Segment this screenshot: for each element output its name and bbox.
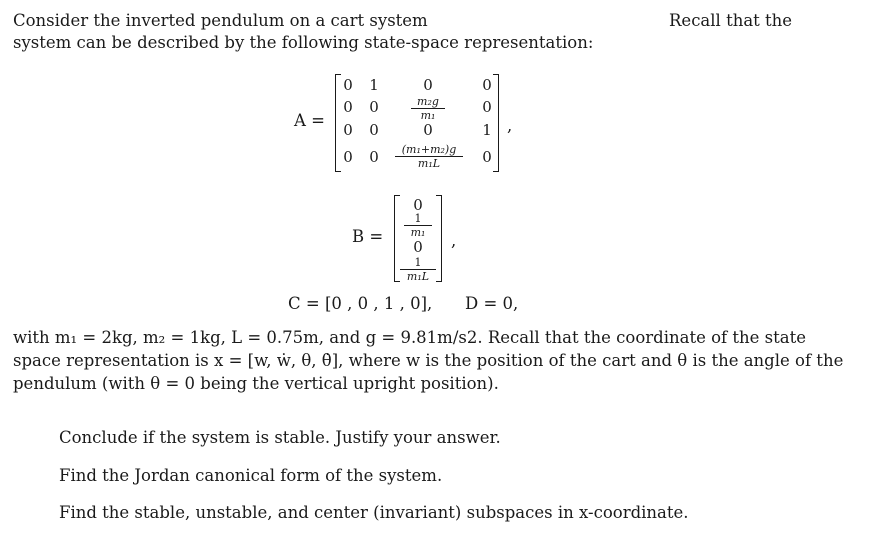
matrix-a-r1c2: 1 <box>369 76 379 94</box>
matrix-a-comma: , <box>507 116 513 135</box>
intro-line-2: system can be described by the following state-space representation: <box>13 33 594 52</box>
matrix-b-r2-denominator: m₁ <box>410 226 426 239</box>
matrix-a-r2c1: 0 <box>343 98 353 116</box>
matrix-b-comma: , <box>451 231 457 250</box>
matrix-a-r2c2: 0 <box>369 98 379 116</box>
matrix-a-r4c1: 0 <box>343 148 353 166</box>
matrix-a-r4c3-numerator: (m₁+m₂)g <box>395 144 463 157</box>
matrix-b-right-bracket <box>436 195 442 282</box>
matrix-b-r4-numerator: 1 <box>400 257 436 270</box>
matrix-a-r1c3: 0 <box>423 76 433 94</box>
matrix-a-r2c3-fraction <box>411 96 445 121</box>
paragraph-line-3: pendulum (with θ = 0 being the vertical upright position). <box>13 374 499 393</box>
matrix-a-r2c3-numerator: m₂g <box>411 96 445 109</box>
matrix-a-r4c4: 0 <box>482 148 492 166</box>
matrix-a-r4c3-denominator: m₁L <box>417 157 441 170</box>
matrix-b-r2-numerator: 1 <box>404 213 432 226</box>
intro-recall-right: Recall that the <box>669 11 793 30</box>
question-stability: Conclude if the system is stable. Justify your answer. <box>59 428 501 447</box>
matrix-a-label: A = <box>294 111 325 130</box>
matrix-a-r3c2: 0 <box>369 121 379 139</box>
matrix-b-r4-fraction <box>400 257 436 282</box>
matrix-a-r3c3: 0 <box>423 121 433 139</box>
matrix-a-r4c3-fraction <box>395 144 463 169</box>
matrix-a-r2c4: 0 <box>482 98 492 116</box>
question-subspaces: Find the stable, unstable, and center (invariant) subspaces in x-coordinate. <box>59 503 689 522</box>
matrix-b-r1: 0 <box>413 196 423 214</box>
matrix-b-r3: 0 <box>413 238 423 256</box>
question-jordan-form: Find the Jordan canonical form of the system. <box>59 466 443 485</box>
matrix-a-r2c3-denominator: m₁ <box>420 109 436 122</box>
matrix-d: D = 0, <box>465 294 519 313</box>
intro-line-1: Consider the inverted pendulum on a cart system <box>13 11 428 30</box>
matrix-a-r1c1: 0 <box>343 76 353 94</box>
matrix-a-r4c2: 0 <box>369 148 379 166</box>
paragraph-line-1: with m₁ = 2kg, m₂ = 1kg, L = 0.75m, and g = 9.81m/s2. Recall that the coordinate of the state <box>13 328 806 347</box>
matrix-b <box>394 195 442 282</box>
matrix-a <box>335 74 499 172</box>
matrix-b-label: B = <box>352 227 384 246</box>
matrix-c: C = [0 , 0 , 1 , 0], <box>288 294 433 313</box>
matrix-a-r1c4: 0 <box>482 76 492 94</box>
paragraph-line-2: space representation is x = [w, ẇ, θ, θ̇], where w is the position of the cart and θ is the angle of the <box>13 351 844 370</box>
matrix-a-r3c4: 1 <box>482 121 492 139</box>
matrix-b-r4-denominator: m₁L <box>406 270 430 283</box>
matrix-a-r3c1: 0 <box>343 121 353 139</box>
matrix-b-r2-fraction <box>404 213 432 238</box>
